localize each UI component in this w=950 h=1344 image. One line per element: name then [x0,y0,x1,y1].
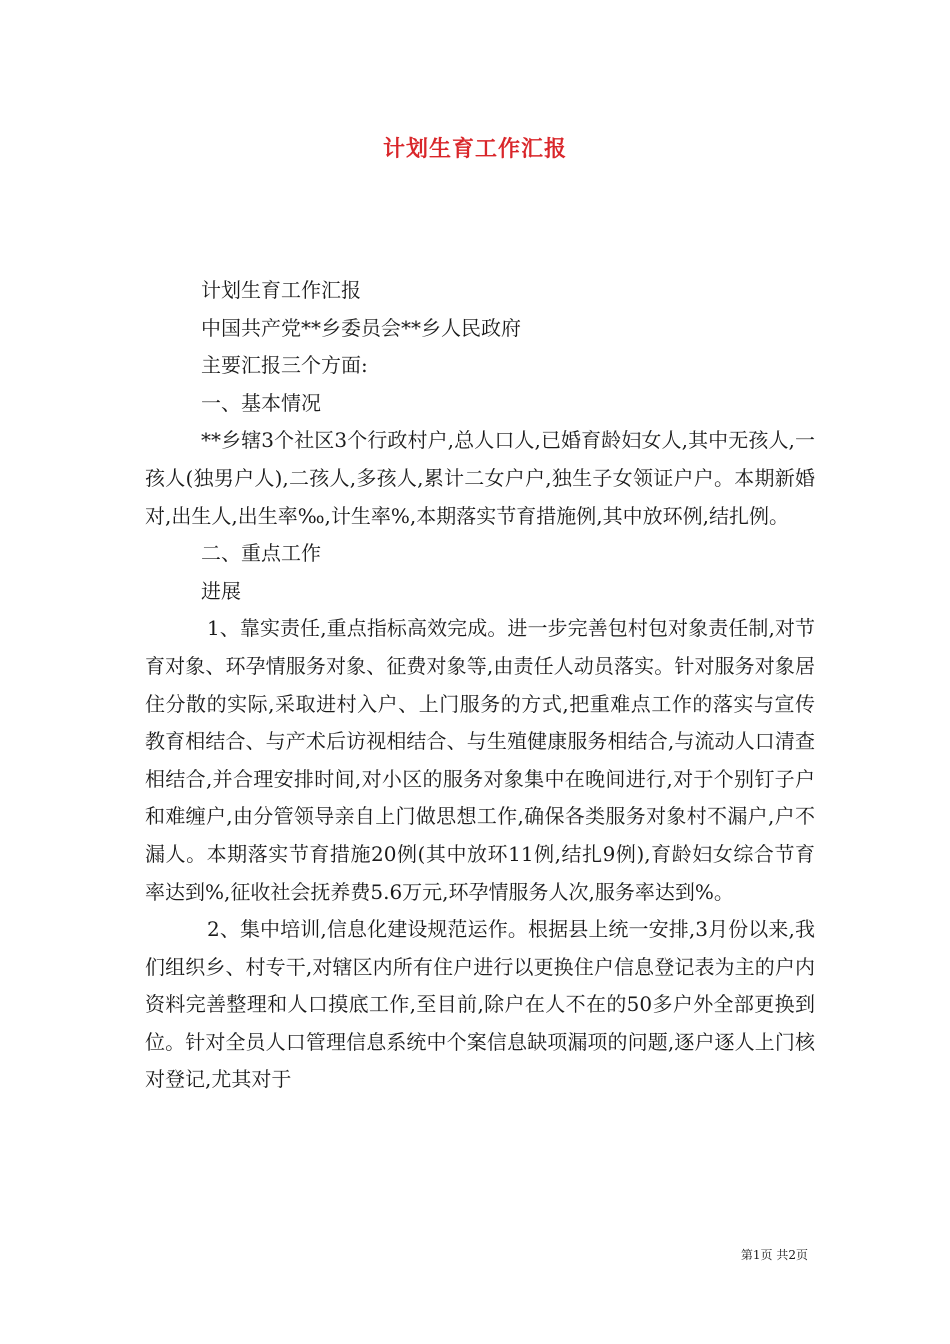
paragraph-item-1: 1、靠实责任,重点指标高效完成。进一步完善包村包对象责任制,对节育对象、环孕情服务对象、征费对象等,由责任人动员落实。针对服务对象居住分散的实际,采取进村入户、上门服务的方式,把重难点工作的落实与宣传教育相结合、与产术后访视相结合、与生殖健康服务相结合,与流动人口清查相结合,并合理安排时间,对小区的服务对象集中在晚间进行,对于个别钉子户和难缠户,由分管领导亲自上门做思想工作,确保各类服务对象村不漏户,户不漏人。本期落实节育措施20例(其中放环11例,结扎9例),育龄妇女综合节育率达到%,征收社会抚养费5.6万元,环孕情服务人次,服务率达到%。 [145,616,815,904]
paragraph-basic-situation: **乡辖3个社区3个行政村户,总人口人,已婚育龄妇女人,其中无孩人,一孩人(独男户人),二孩人,多孩人,累计二女户户,独生子女领证户户。本期新婚对,出生人,出生率‰,计生率%,本期落实节育措施例,其中放环例,结扎例。 [145,428,815,528]
subheading-progress: 进展 [201,578,241,603]
section-heading-basic: 一、基本情况 [201,390,321,415]
document-body [145,272,815,1099]
page-number: 第1页 共2页 [740,1248,808,1262]
paragraph-item-2: 2、集中培训,信息化建设规范运作。根据县上统一安排,3月份以来,我们组织乡、村专干,对辖区内所有住户进行以更换住户信息登记表为主的户内资料完善整理和人口摸底工作,至目前,除户在人不在的50多户外全部更换到位。针对全员人口管理信息系统中个案信息缺项漏项的问题,逐户逐人上门核对登记,尤其对于 [145,917,815,1092]
body-line-issuer: 中国共产党**乡委员会**乡人民政府 [201,315,521,340]
body-line-title: 计划生育工作汇报 [201,278,361,302]
section-heading-key-work: 二、重点工作 [201,541,321,566]
document-title: 计划生育工作汇报 [382,136,567,162]
body-line-outline: 主要汇报三个方面: [201,353,368,378]
